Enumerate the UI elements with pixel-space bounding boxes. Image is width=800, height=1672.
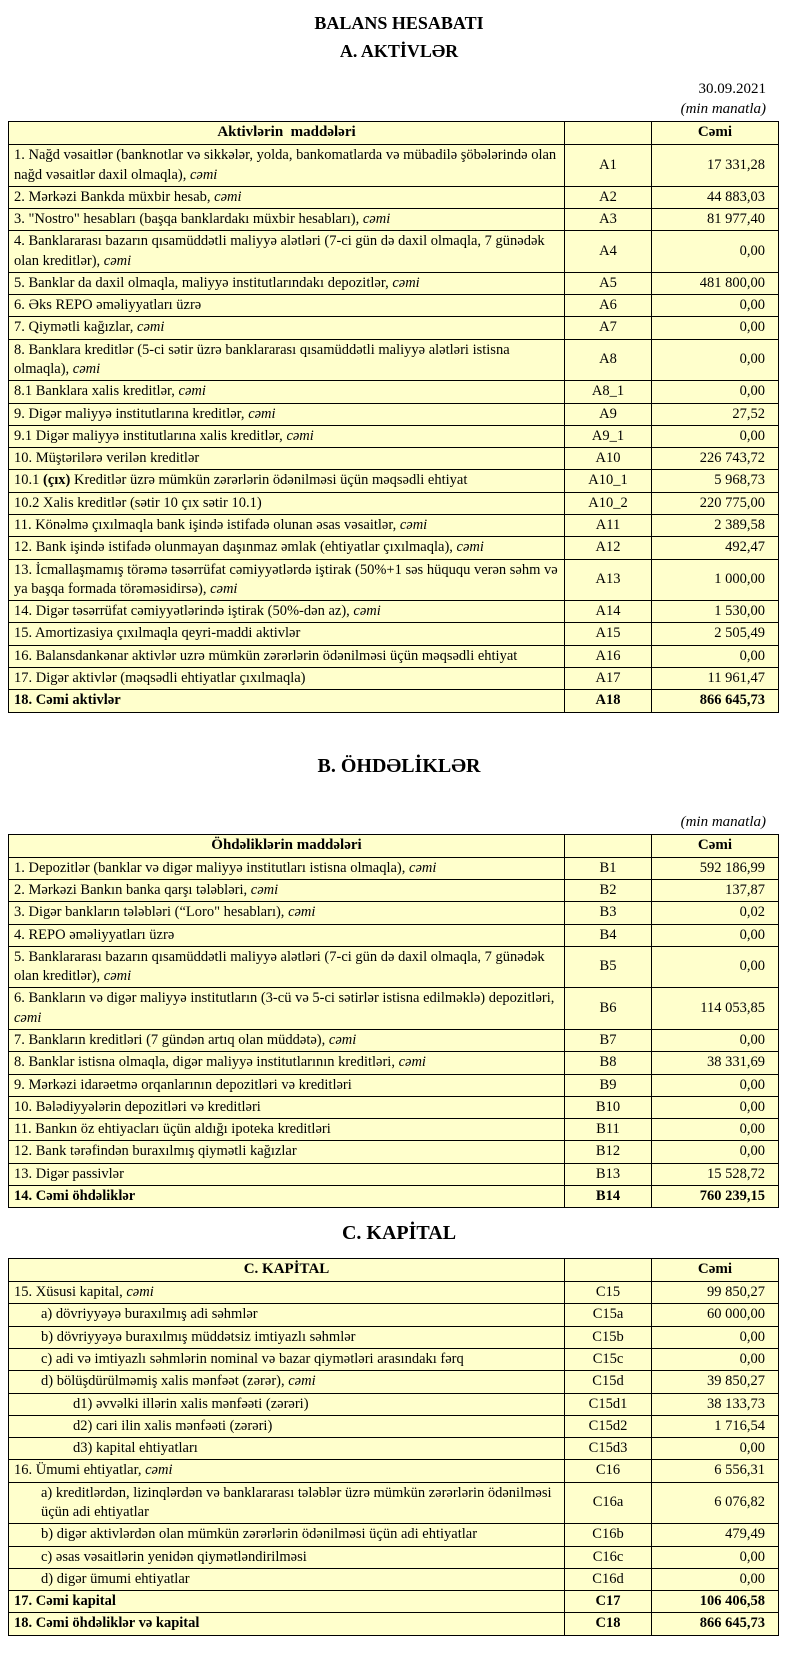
table-row	[9, 1074, 779, 1096]
row-code: C15d	[565, 1371, 652, 1393]
row-value: 0,00	[652, 645, 779, 667]
liabilities-header-code	[565, 834, 652, 857]
row-code: C15d2	[565, 1415, 652, 1437]
row-value: 0,00	[652, 317, 779, 339]
row-label: 4. REPO əməliyyatları üzrə	[9, 924, 565, 946]
row-code: B2	[565, 880, 652, 902]
row-value: 492,47	[652, 537, 779, 559]
row-code: A1	[565, 145, 652, 187]
row-code: C16a	[565, 1482, 652, 1524]
row-label: 9. Digər maliyyə institutlarına kreditlər, cəmi	[9, 403, 565, 425]
row-code: B3	[565, 902, 652, 924]
row-value: 866 645,73	[652, 690, 779, 712]
table-row	[9, 1349, 779, 1371]
row-code: A10	[565, 448, 652, 470]
row-label: 3. Digər bankların tələbləri (“Loro" hesabları), cəmi	[9, 902, 565, 924]
row-label: 10.2 Xalis kreditlər (sətir 10 çıx sətir 10.1)	[9, 492, 565, 514]
row-value: 38 133,73	[652, 1393, 779, 1415]
table-row	[9, 902, 779, 924]
table-row	[9, 448, 779, 470]
row-label: 17. Cəmi kapital	[9, 1591, 565, 1613]
table-row	[9, 690, 779, 712]
table-row	[9, 1326, 779, 1348]
capital-header-total: Cəmi	[652, 1259, 779, 1282]
table-row	[9, 537, 779, 559]
table-row	[9, 645, 779, 667]
row-value: 0,00	[652, 1326, 779, 1348]
row-label: 8.1 Banklara xalis kreditlər, cəmi	[9, 381, 565, 403]
row-code: B4	[565, 924, 652, 946]
row-code: A3	[565, 209, 652, 231]
row-value: 0,00	[652, 1438, 779, 1460]
row-code: B6	[565, 988, 652, 1030]
row-code: C16b	[565, 1524, 652, 1546]
liabilities-table-header-row	[9, 834, 779, 857]
table-row	[9, 924, 779, 946]
row-label: 10. Bələdiyyələrin depozitləri və kreditləri	[9, 1096, 565, 1118]
row-value: 27,52	[652, 403, 779, 425]
row-label: d) digər ümumi ehtiyatlar	[9, 1568, 565, 1590]
row-value: 226 743,72	[652, 448, 779, 470]
row-label: 5. Banklar da daxil olmaqla, maliyyə institutlarındakı depozitlər, cəmi	[9, 272, 565, 294]
row-label: 5. Banklararası bazarın qısamüddətli maliyyə alətləri (7-ci gün də daxil olmaqla, 7 günədək olan kreditlər), cəmi	[9, 946, 565, 988]
row-label: a) kreditlərdən, lizinqlərdən və banklararası tələblər üzrə mümkün zərərlərin ödənilməsi üçün adi ehtiyatlar	[9, 1482, 565, 1524]
row-label: 17. Digər aktivlər (məqsədli ehtiyatlar çıxılmaqla)	[9, 667, 565, 689]
row-code: B7	[565, 1029, 652, 1051]
row-code: A11	[565, 515, 652, 537]
row-code: B11	[565, 1119, 652, 1141]
row-value: 0,00	[652, 1349, 779, 1371]
table-row	[9, 231, 779, 273]
table-row	[9, 1185, 779, 1207]
row-label: 7. Bankların kreditləri (7 gündən artıq olan müddətə), cəmi	[9, 1029, 565, 1051]
table-row	[9, 403, 779, 425]
liabilities-header-total: Cəmi	[652, 834, 779, 857]
row-value: 81 977,40	[652, 209, 779, 231]
assets-table	[8, 121, 779, 712]
row-code: A12	[565, 537, 652, 559]
row-value: 39 850,27	[652, 1371, 779, 1393]
row-value: 866 645,73	[652, 1613, 779, 1635]
row-label: 16. Balansdankənar aktivlər uzrə mümkün zərərlərin ödənilməsi üçün məqsədli ehtiyat	[9, 645, 565, 667]
table-row	[9, 425, 779, 447]
table-row	[9, 381, 779, 403]
row-value: 479,49	[652, 1524, 779, 1546]
row-label: 8. Banklara kreditlər (5-ci sətir üzrə banklararası qısamüddətli maliyyə alətləri istisna olmaqla), cəmi	[9, 339, 565, 381]
row-value: 17 331,28	[652, 145, 779, 187]
row-value: 0,00	[652, 1546, 779, 1568]
row-value: 0,00	[652, 1141, 779, 1163]
table-row	[9, 1591, 779, 1613]
row-code: B14	[565, 1185, 652, 1207]
row-value: 0,00	[652, 1074, 779, 1096]
row-value: 137,87	[652, 880, 779, 902]
table-row	[9, 1371, 779, 1393]
assets-table-header-row	[9, 122, 779, 145]
row-value: 0,00	[652, 339, 779, 381]
table-row	[9, 317, 779, 339]
row-code: C16c	[565, 1546, 652, 1568]
capital-table	[8, 1258, 779, 1635]
row-label: 2. Mərkəzi Bankın banka qarşı tələbləri, cəmi	[9, 880, 565, 902]
row-code: A6	[565, 295, 652, 317]
row-code: C18	[565, 1613, 652, 1635]
row-label: 18. Cəmi öhdəliklər və kapital	[9, 1613, 565, 1635]
row-value: 1 716,54	[652, 1415, 779, 1437]
row-label: 1. Depozitlər (banklar və digər maliyyə institutları istisna olmaqla), cəmi	[9, 857, 565, 879]
row-label: 12. Bank tərəfindən buraxılmış qiymətli kağızlar	[9, 1141, 565, 1163]
table-row	[9, 1438, 779, 1460]
row-code: C15	[565, 1282, 652, 1304]
row-code: A8_1	[565, 381, 652, 403]
row-value: 2 389,58	[652, 515, 779, 537]
table-row	[9, 1524, 779, 1546]
row-code: B8	[565, 1052, 652, 1074]
table-row	[9, 1141, 779, 1163]
table-row	[9, 1415, 779, 1437]
row-label: 14. Digər təsərrüfat cəmiyyətlərində iştirak (50%-dən az), cəmi	[9, 601, 565, 623]
row-label: 1. Nağd vəsaitlər (banknotlar və sikkələr, yolda, bankomatlarda və mübadilə şöbələrində olan nağd vəsaitlər daxil olmaqla), cəmi	[9, 145, 565, 187]
row-code: C15d1	[565, 1393, 652, 1415]
table-row	[9, 492, 779, 514]
row-value: 60 000,00	[652, 1304, 779, 1326]
table-row	[9, 1568, 779, 1590]
table-row	[9, 667, 779, 689]
assets-header-items: Aktivlərin maddələri	[9, 122, 565, 145]
table-row	[9, 1482, 779, 1524]
row-value: 1 530,00	[652, 601, 779, 623]
row-label: d2) cari ilin xalis mənfəəti (zərəri)	[9, 1415, 565, 1437]
report-date: 30.09.2021	[698, 80, 766, 97]
row-code: A17	[565, 667, 652, 689]
row-label: 15. Xüsusi kapital, cəmi	[9, 1282, 565, 1304]
capital-header-code	[565, 1259, 652, 1282]
row-label: 4. Banklararası bazarın qısamüddətli maliyyə alətləri (7-ci gün də daxil olmaqla, 7 günədək olan kreditlər), cəmi	[9, 231, 565, 273]
row-label: 8. Banklar istisna olmaqla, digər maliyyə institutlarının kreditləri, cəmi	[9, 1052, 565, 1074]
row-label: a) dövriyyəyə buraxılmış adi səhmlər	[9, 1304, 565, 1326]
row-code: A9	[565, 403, 652, 425]
row-label: d) bölüşdürülməmiş xalis mənfəət (zərər), cəmi	[9, 1371, 565, 1393]
table-row	[9, 623, 779, 645]
table-row	[9, 1613, 779, 1635]
row-code: B1	[565, 857, 652, 879]
row-label: 10.1 (çıx) Kreditlər üzrə mümkün zərərlərin ödənilməsi üçün məqsədli ehtiyat	[9, 470, 565, 492]
row-label: c) adi və imtiyazlı səhmlərin nominal və bazar qiymətləri arasındakı fərq	[9, 1349, 565, 1371]
row-value: 0,00	[652, 231, 779, 273]
table-row	[9, 470, 779, 492]
row-label: 2. Mərkəzi Bankda müxbir hesab, cəmi	[9, 186, 565, 208]
table-row	[9, 272, 779, 294]
section-b-title: B. ÖHDƏLİKLƏR	[317, 754, 481, 777]
unit-note-b: (min manatla)	[680, 813, 766, 830]
row-label: 10. Müştərilərə verilən kreditlər	[9, 448, 565, 470]
row-code: A10_1	[565, 470, 652, 492]
row-label: 7. Qiymətli kağızlar, cəmi	[9, 317, 565, 339]
row-value: 760 239,15	[652, 1185, 779, 1207]
table-row	[9, 601, 779, 623]
row-code: A5	[565, 272, 652, 294]
row-value: 15 528,72	[652, 1163, 779, 1185]
assets-header-total: Cəmi	[652, 122, 779, 145]
table-row	[9, 295, 779, 317]
row-label: c) əsas vəsaitlərin yenidən qiymətləndirilməsi	[9, 1546, 565, 1568]
row-value: 0,00	[652, 1096, 779, 1118]
row-value: 114 053,85	[652, 988, 779, 1030]
row-value: 220 775,00	[652, 492, 779, 514]
row-value: 0,00	[652, 1568, 779, 1590]
table-row	[9, 515, 779, 537]
row-value: 0,00	[652, 295, 779, 317]
table-row	[9, 559, 779, 601]
row-code: A9_1	[565, 425, 652, 447]
row-label: 16. Ümumi ehtiyatlar, cəmi	[9, 1460, 565, 1482]
row-value: 106 406,58	[652, 1591, 779, 1613]
row-code: A18	[565, 690, 652, 712]
row-value: 0,00	[652, 946, 779, 988]
row-value: 592 186,99	[652, 857, 779, 879]
liabilities-header-items: Öhdəliklərin maddələri	[9, 834, 565, 857]
row-value: 0,00	[652, 1119, 779, 1141]
row-value: 5 968,73	[652, 470, 779, 492]
row-code: A16	[565, 645, 652, 667]
table-row	[9, 1460, 779, 1482]
row-label: 9.1 Digər maliyyə institutlarına xalis kreditlər, cəmi	[9, 425, 565, 447]
row-value: 0,02	[652, 902, 779, 924]
row-label: 3. "Nostro" hesabları (başqa banklardakı müxbir hesabları), cəmi	[9, 209, 565, 231]
row-code: A4	[565, 231, 652, 273]
row-code: A15	[565, 623, 652, 645]
row-code: C16d	[565, 1568, 652, 1590]
section-c-title: C. KAPİTAL	[341, 1222, 457, 1245]
row-code: B12	[565, 1141, 652, 1163]
row-value: 44 883,03	[652, 186, 779, 208]
row-label: 15. Amortizasiya çıxılmaqla qeyri-maddi aktivlər	[9, 623, 565, 645]
row-code: A7	[565, 317, 652, 339]
liabilities-table	[8, 834, 779, 1208]
table-row	[9, 1163, 779, 1185]
row-code: C16	[565, 1460, 652, 1482]
row-label: 6. Əks REPO əməliyyatları üzrə	[9, 295, 565, 317]
row-code: C15d3	[565, 1438, 652, 1460]
row-code: C17	[565, 1591, 652, 1613]
row-code: A13	[565, 559, 652, 601]
table-row	[9, 880, 779, 902]
row-label: 12. Bank işində istifadə olunmayan daşınmaz əmlak (ehtiyatlar çıxılmaqla), cəmi	[9, 537, 565, 559]
row-label: 13. İcmallaşmamış törəmə təsərrüfat cəmiyyətlərdə iştirak (50%+1 səs hüququ verən səhm və ya başqa formada törəməsidirsə), cəmi	[9, 559, 565, 601]
row-code: A14	[565, 601, 652, 623]
row-label: 6. Bankların və digər maliyyə institutların (3-cü və 5-ci sətirlər istisna edilməklə) depozitləri, cəmi	[9, 988, 565, 1030]
table-row	[9, 1546, 779, 1568]
table-row	[9, 1282, 779, 1304]
row-code: C15c	[565, 1349, 652, 1371]
row-value: 481 800,00	[652, 272, 779, 294]
row-code: B13	[565, 1163, 652, 1185]
table-row	[9, 1304, 779, 1326]
row-code: B5	[565, 946, 652, 988]
row-label: d1) əvvəlki illərin xalis mənfəəti (zərəri)	[9, 1393, 565, 1415]
table-row	[9, 1119, 779, 1141]
table-row	[9, 209, 779, 231]
row-value: 38 331,69	[652, 1052, 779, 1074]
table-row	[9, 946, 779, 988]
table-row	[9, 186, 779, 208]
row-value: 11 961,47	[652, 667, 779, 689]
row-code: B9	[565, 1074, 652, 1096]
capital-header-items: C. KAPİTAL	[9, 1259, 565, 1282]
row-value: 0,00	[652, 1029, 779, 1051]
row-code: C15a	[565, 1304, 652, 1326]
row-label: 11. Könəlmə çıxılmaqla bank işində istifadə olunan əsas vəsaitlər, cəmi	[9, 515, 565, 537]
table-row	[9, 988, 779, 1030]
row-code: A8	[565, 339, 652, 381]
table-row	[9, 1096, 779, 1118]
row-value: 6 556,31	[652, 1460, 779, 1482]
row-value: 0,00	[652, 924, 779, 946]
row-code: A10_2	[565, 492, 652, 514]
row-value: 0,00	[652, 425, 779, 447]
table-row	[9, 1393, 779, 1415]
unit-note-a: (min manatla)	[680, 101, 766, 118]
capital-table-header-row	[9, 1259, 779, 1282]
assets-header-code	[565, 122, 652, 145]
table-row	[9, 1052, 779, 1074]
row-label: 9. Mərkəzi idarəetmə orqanlarının depozitləri və kreditləri	[9, 1074, 565, 1096]
row-value: 2 505,49	[652, 623, 779, 645]
row-label: b) digər aktivlərdən olan mümkün zərərlərin ödənilməsi üçün adi ehtiyatlar	[9, 1524, 565, 1546]
row-label: d3) kapital ehtiyatları	[9, 1438, 565, 1460]
row-value: 99 850,27	[652, 1282, 779, 1304]
table-row	[9, 145, 779, 187]
row-value: 0,00	[652, 381, 779, 403]
report-title: BALANS HESABATI	[314, 13, 484, 33]
table-row	[9, 857, 779, 879]
table-row	[9, 339, 779, 381]
row-label: 11. Bankın öz ehtiyacları üçün aldığı ipoteka kreditləri	[9, 1119, 565, 1141]
row-label: 18. Cəmi aktivlər	[9, 690, 565, 712]
section-a-title: A. AKTİVLƏR	[339, 40, 459, 61]
row-code: B10	[565, 1096, 652, 1118]
row-label: 14. Cəmi öhdəliklər	[9, 1185, 565, 1207]
row-label: 13. Digər passivlər	[9, 1163, 565, 1185]
row-label: b) dövriyyəyə buraxılmış müddətsiz imtiyazlı səhmlər	[9, 1326, 565, 1348]
row-code: A2	[565, 186, 652, 208]
row-code: C15b	[565, 1326, 652, 1348]
row-value: 6 076,82	[652, 1482, 779, 1524]
table-row	[9, 1029, 779, 1051]
row-value: 1 000,00	[652, 559, 779, 601]
